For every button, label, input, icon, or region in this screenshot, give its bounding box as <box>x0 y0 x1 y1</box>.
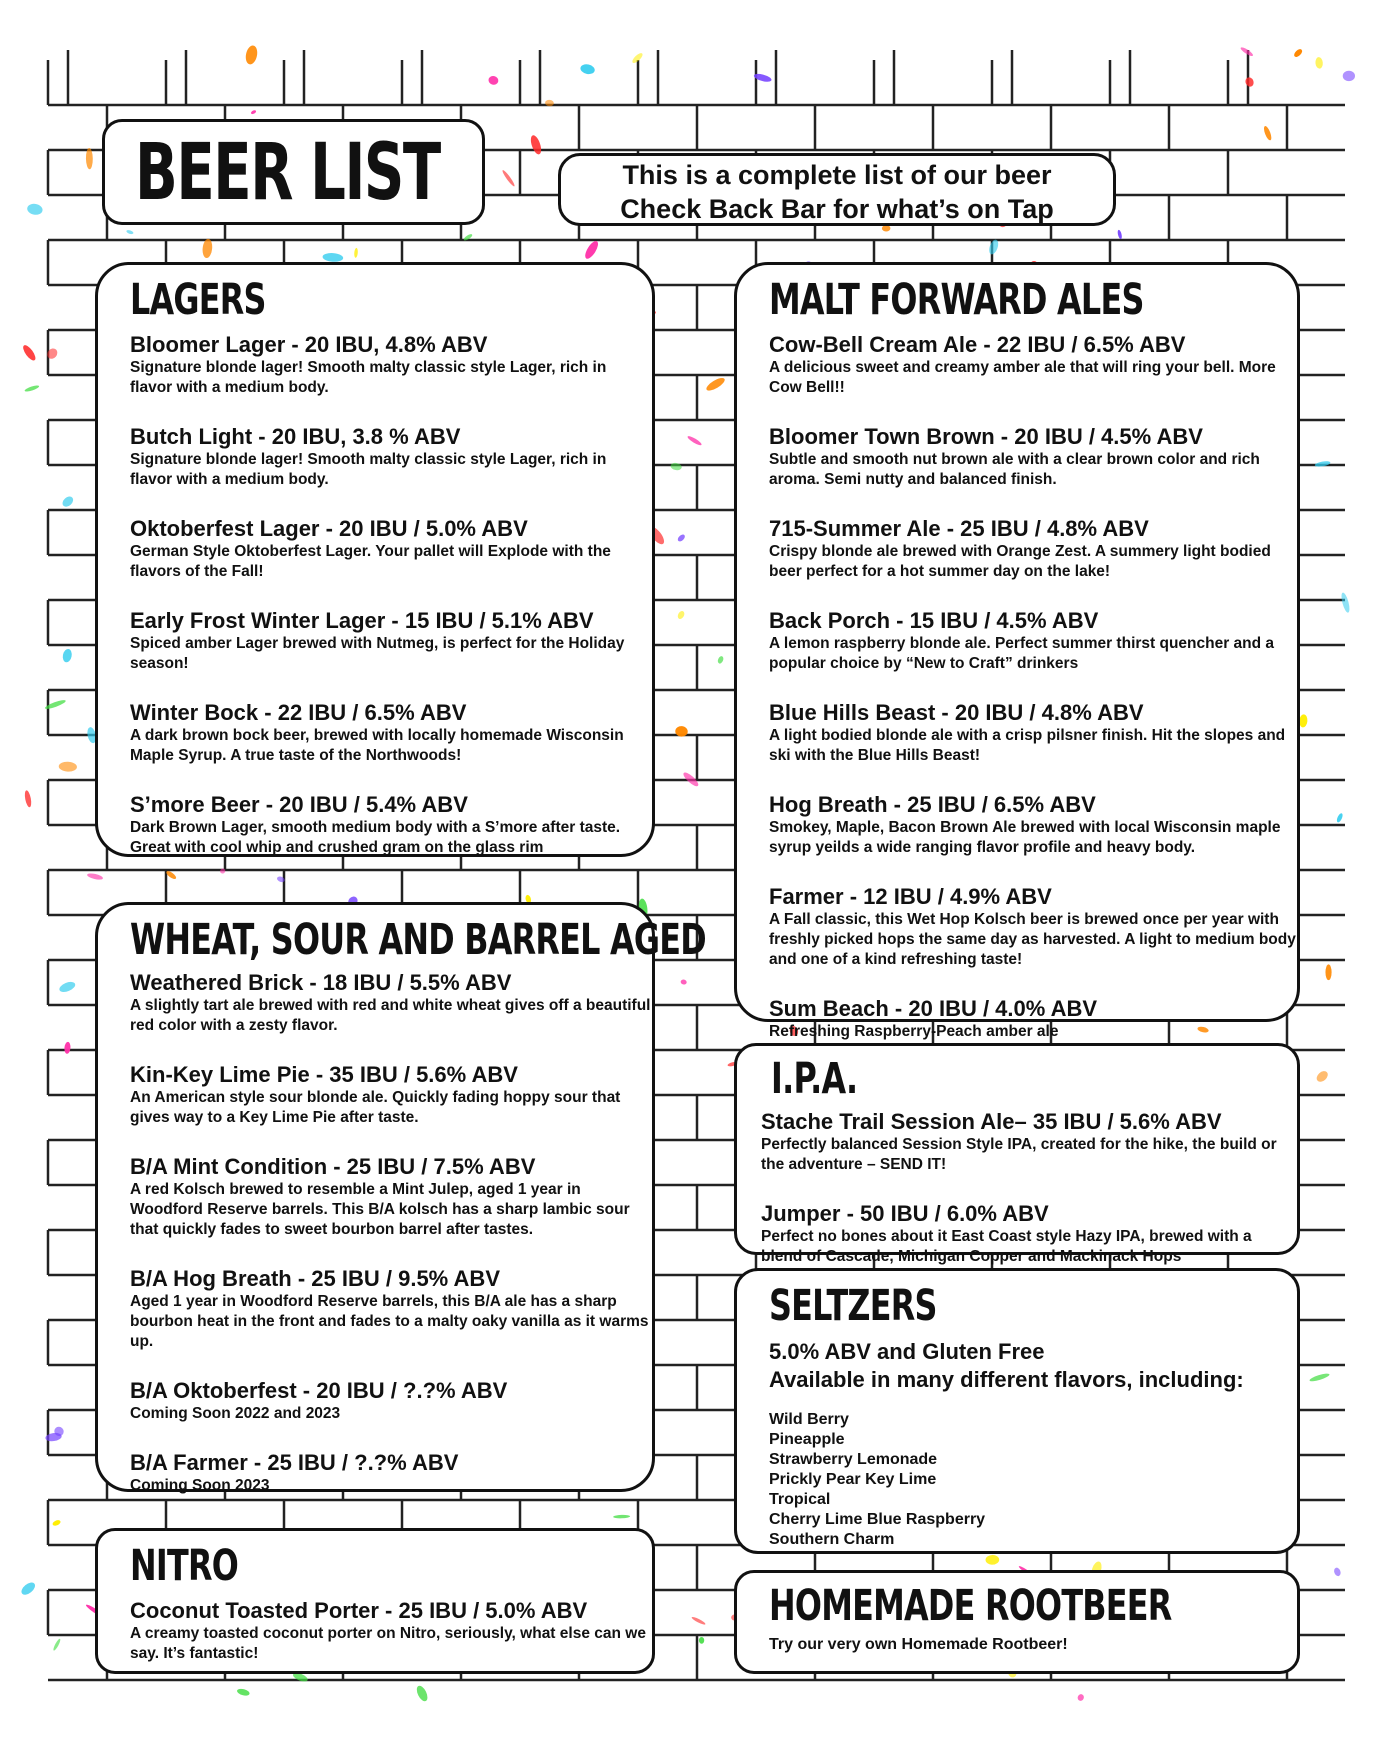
beer-name: Weathered Brick - 18 IBU / 5.5% ABV <box>130 970 512 995</box>
beer-description: An American style sour blonde ale. Quickly fading hoppy sour that gives way to a Key Lime Pie after taste. <box>130 1089 621 1126</box>
beer-name: B/A Mint Condition - 25 IBU / 7.5% ABV <box>130 1154 536 1179</box>
nitro-panel <box>95 1528 655 1674</box>
beer-item <box>769 700 1297 766</box>
beer-name: Hog Breath - 25 IBU / 6.5% ABV <box>769 792 1096 817</box>
beer-name: B/A Oktoberfest - 20 IBU / ?.?% ABV <box>130 1378 508 1403</box>
beer-description: Smokey, Maple, Bacon Brown Ale brewed with local Wisconsin maple syrup yeilds a wide ranging flavor profile and heavy body. <box>769 819 1281 856</box>
beer-description: Signature blonde lager! Smooth malty classic style Lager, rich in flavor with a medium body. <box>130 359 607 396</box>
beer-name: Coconut Toasted Porter - 25 IBU / 5.0% ABV <box>130 1598 588 1623</box>
beer-item <box>130 792 652 858</box>
subtitle-line-2: Check Back Bar for what’s on Tap <box>620 194 1054 224</box>
malt-list <box>769 332 1297 1042</box>
beer-item <box>769 424 1297 490</box>
beer-description: A Fall classic, this Wet Hop Kolsch beer is brewed once per year with freshly picked hops the same day as harvested. A light to medium body and one of a kind refreshing taste! <box>769 911 1296 968</box>
beer-item <box>130 970 652 1036</box>
nitro-heading: NITRO <box>130 1541 239 1591</box>
beer-description: Refreshing Raspberry-Peach amber ale <box>769 1023 1059 1040</box>
beer-name: B/A Farmer - 25 IBU / ?.?% ABV <box>130 1450 459 1475</box>
beer-description: A light bodied blonde ale with a crisp pilsner finish. Hit the slopes and ski with the Blue Hills Beast! <box>769 727 1286 764</box>
nitro-list <box>130 1598 652 1664</box>
wheat-list <box>130 970 652 1496</box>
seltzers-panel <box>734 1268 1300 1554</box>
rootbeer-heading: HOMEMADE ROOTBEER <box>769 1581 1172 1631</box>
seltzer-flavor: Pineapple <box>769 1431 845 1448</box>
beer-item <box>130 332 652 398</box>
beer-description: Crispy blonde ale brewed with Orange Zest. A summery light bodied beer perfect for a hot summer day on the lake! <box>769 543 1271 580</box>
beer-description: Subtle and smooth nut brown ale with a clear brown color and rich aroma. Semi nutty and balanced finish. <box>769 451 1260 488</box>
subtitle-line-1: This is a complete list of our beer <box>622 160 1052 190</box>
beer-item <box>769 792 1297 858</box>
wheat-sour-barrel-panel <box>95 902 706 1494</box>
beer-description: A lemon raspberry blonde ale. Perfect summer thirst quencher and a popular choice by “New to Craft” drinkers <box>769 635 1275 672</box>
seltzers-line-1: 5.0% ABV and Gluten Free <box>769 1339 1045 1364</box>
beer-description: Coming Soon 2023 <box>130 1477 270 1494</box>
beer-name: Farmer - 12 IBU / 4.9% ABV <box>769 884 1052 909</box>
lagers-heading: LAGERS <box>130 275 266 325</box>
malt-forward-panel <box>734 262 1300 1040</box>
beer-name: Early Frost Winter Lager - 15 IBU / 5.1% ABV <box>130 608 594 633</box>
beer-description: A dark brown bock beer, brewed with locally homemade Wisconsin Maple Syrup. A true taste of the Northwoods! <box>130 727 624 764</box>
beer-item <box>761 1109 1297 1175</box>
beer-item <box>130 1378 652 1424</box>
seltzers-line-2: Available in many different flavors, including: <box>769 1367 1244 1392</box>
beer-name: Bloomer Town Brown - 20 IBU / 4.5% ABV <box>769 424 1203 449</box>
beer-name: Winter Bock - 22 IBU / 6.5% ABV <box>130 700 467 725</box>
ipa-heading: I.P.A. <box>771 1054 858 1104</box>
rootbeer-panel <box>734 1570 1300 1674</box>
beer-item <box>769 516 1297 582</box>
beer-description: A delicious sweet and creamy amber ale that will ring your bell. More Cow Bell!! <box>769 359 1276 396</box>
seltzer-flavor: Southern Charm <box>769 1531 895 1548</box>
title-banner <box>102 119 485 225</box>
beer-name: Oktoberfest Lager - 20 IBU / 5.0% ABV <box>130 516 528 541</box>
subtitle-banner <box>558 153 1116 226</box>
beer-description: Signature blonde lager! Smooth malty classic style Lager, rich in flavor with a medium body. <box>130 451 607 488</box>
malt-heading: MALT FORWARD ALES <box>769 275 1144 325</box>
ipa-panel <box>734 1043 1300 1265</box>
beer-name: Cow-Bell Cream Ale - 22 IBU / 6.5% ABV <box>769 332 1186 357</box>
lagers-panel <box>95 262 655 857</box>
beer-item <box>130 700 652 766</box>
beer-name: Sum Beach - 20 IBU / 4.0% ABV <box>769 996 1098 1021</box>
beer-name: Butch Light - 20 IBU, 3.8 % ABV <box>130 424 461 449</box>
beer-name: Back Porch - 15 IBU / 4.5% ABV <box>769 608 1099 633</box>
seltzer-flavor-list <box>769 1410 1297 1550</box>
beer-item <box>130 424 652 490</box>
beer-name: 715-Summer Ale - 25 IBU / 4.8% ABV <box>769 516 1149 541</box>
beer-item <box>130 1598 652 1664</box>
seltzer-flavor: Cherry Lime Blue Raspberry <box>769 1511 986 1528</box>
page-title: BEER LIST <box>135 128 440 218</box>
seltzer-flavor: Wild Berry <box>769 1411 849 1428</box>
beer-name: Stache Trail Session Ale– 35 IBU / 5.6% ABV <box>761 1109 1222 1134</box>
seltzer-flavor: Strawberry Lemonade <box>769 1451 938 1468</box>
ipa-list <box>761 1109 1297 1267</box>
beer-description: A slightly tart ale brewed with red and white wheat gives off a beautiful red color with a zesty flavor. <box>130 997 651 1034</box>
seltzer-flavor: Tropical <box>769 1491 831 1508</box>
beer-description: Dark Brown Lager, smooth medium body with a S’more after taste. Great with cool whip and crushed gram on the glass rim <box>130 819 621 856</box>
beer-item <box>130 1154 652 1240</box>
seltzers-heading: SELTZERS <box>769 1281 937 1331</box>
beer-item <box>130 1450 652 1496</box>
beer-name: Jumper - 50 IBU / 6.0% ABV <box>761 1201 1049 1226</box>
beer-item <box>769 332 1297 398</box>
beer-item <box>761 1201 1297 1267</box>
beer-item <box>130 608 652 674</box>
beer-description: German Style Oktoberfest Lager. Your pallet will Explode with the flavors of the Fall! <box>130 543 611 580</box>
lagers-list <box>130 332 652 858</box>
beer-item <box>769 608 1297 674</box>
beer-name: Bloomer Lager - 20 IBU, 4.8% ABV <box>130 332 488 357</box>
beer-item <box>769 996 1297 1042</box>
beer-item <box>769 884 1297 970</box>
rootbeer-text: Try our very own Homemade Rootbeer! <box>769 1636 1068 1653</box>
beer-description: Aged 1 year in Woodford Reserve barrels, this B/A ale has a sharp bourbon heat in the front and fades to a malty oaky vanilla as it warms up. <box>130 1293 649 1350</box>
beer-description: Spiced amber Lager brewed with Nutmeg, is perfect for the Holiday season! <box>130 635 625 672</box>
beer-description: Perfectly balanced Session Style IPA, created for the hike, the build or the adventure – SEND IT! <box>761 1136 1277 1173</box>
beer-description: A red Kolsch brewed to resemble a Mint Julep, aged 1 year in Woodford Reserve barrels. This B/A kolsch has a sharp lambic sour that quickly fades to sweet bourbon barrel after tastes. <box>130 1181 630 1238</box>
beer-description: A creamy toasted coconut porter on Nitro, seriously, what else can we say. It’s fantastic! <box>130 1625 646 1662</box>
beer-description: Coming Soon 2022 and 2023 <box>130 1405 341 1422</box>
beer-name: B/A Hog Breath - 25 IBU / 9.5% ABV <box>130 1266 500 1291</box>
beer-name: Kin-Key Lime Pie - 35 IBU / 5.6% ABV <box>130 1062 518 1087</box>
seltzer-flavor: Prickly Pear Key Lime <box>769 1471 937 1488</box>
beer-item <box>130 1062 652 1128</box>
beer-item <box>130 516 652 582</box>
beer-name: Blue Hills Beast - 20 IBU / 4.8% ABV <box>769 700 1144 725</box>
beer-item <box>130 1266 652 1352</box>
beer-description: Perfect no bones about it East Coast style Hazy IPA, brewed with a blend of Cascade, Michigan Copper and Mackinack Hops <box>761 1228 1252 1265</box>
wheat-heading: WHEAT, SOUR AND BARREL AGED <box>130 915 706 965</box>
beer-name: S’more Beer - 20 IBU / 5.4% ABV <box>130 792 468 817</box>
